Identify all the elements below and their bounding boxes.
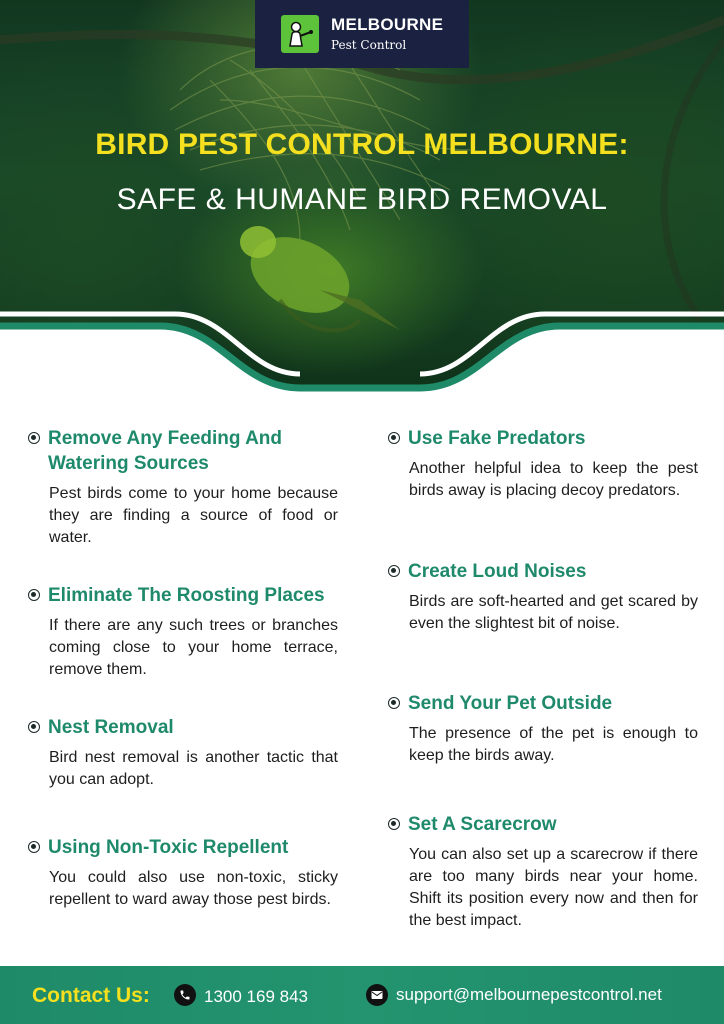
- radio-bullet-icon: [388, 432, 400, 444]
- brand-tagline: Pest Control: [331, 38, 407, 52]
- list-item: [28, 835, 338, 911]
- email-link[interactable]: support@melbournepestcontrol.net: [396, 985, 662, 1004]
- logo: [255, 0, 469, 68]
- radio-bullet-icon: [388, 565, 400, 577]
- envelope-icon: [366, 984, 388, 1006]
- item-title: Remove Any Feeding And Watering Sources: [48, 428, 283, 474]
- radio-bullet-icon: [28, 841, 40, 853]
- radio-bullet-icon: [28, 432, 40, 444]
- contact-label: Contact Us:: [32, 984, 150, 1007]
- contact-footer: [0, 966, 724, 1024]
- item-text: Pest birds come to your home because they are finding a source of food or water.: [49, 485, 338, 546]
- list-item: [388, 559, 698, 635]
- list-item: [388, 426, 698, 502]
- list-item: [388, 812, 698, 932]
- radio-bullet-icon: [28, 589, 40, 601]
- item-title: Using Non-Toxic Repellent: [48, 837, 289, 858]
- list-item: [28, 715, 338, 791]
- item-text: You can also set up a scarecrow if there are too many birds near your home. Shift its position every now and then for the best impact.: [409, 846, 698, 929]
- item-text: You could also use non-toxic, sticky repellent to ward away those pest birds.: [49, 869, 338, 908]
- item-title: Send Your Pet Outside: [408, 693, 613, 714]
- list-item: [28, 426, 338, 549]
- phone-icon: [174, 984, 196, 1006]
- page-title: BIRD PEST CONTROL MELBOURNE:: [95, 128, 629, 161]
- item-title: Nest Removal: [48, 717, 174, 738]
- page-subtitle: SAFE & HUMANE BIRD REMOVAL: [116, 183, 608, 216]
- radio-bullet-icon: [388, 697, 400, 709]
- list-item: [28, 583, 338, 681]
- exterminator-logo-icon: [281, 15, 319, 53]
- item-title: Create Loud Noises: [408, 561, 587, 582]
- radio-bullet-icon: [388, 818, 400, 830]
- brand-name: MELBOURNE: [331, 15, 444, 34]
- item-text: If there are any such trees or branches coming close to your home terrace, remove them.: [49, 617, 338, 678]
- item-text: Birds are soft-hearted and get scared by even the slightest bit of noise.: [409, 593, 698, 632]
- wave-divider: [0, 300, 724, 400]
- item-title: Eliminate The Roosting Places: [48, 585, 325, 606]
- list-item: [388, 691, 698, 767]
- radio-bullet-icon: [28, 721, 40, 733]
- phone-link[interactable]: 1300 169 843: [204, 987, 308, 1006]
- item-text: Another helpful idea to keep the pest birds away is placing decoy predators.: [409, 460, 698, 499]
- item-text: The presence of the pet is enough to keep the birds away.: [409, 725, 698, 764]
- item-title: Set A Scarecrow: [408, 814, 557, 835]
- hero-banner: [0, 0, 724, 400]
- item-title: Use Fake Predators: [408, 428, 586, 449]
- item-text: Bird nest removal is another tactic that you can adopt.: [49, 749, 338, 788]
